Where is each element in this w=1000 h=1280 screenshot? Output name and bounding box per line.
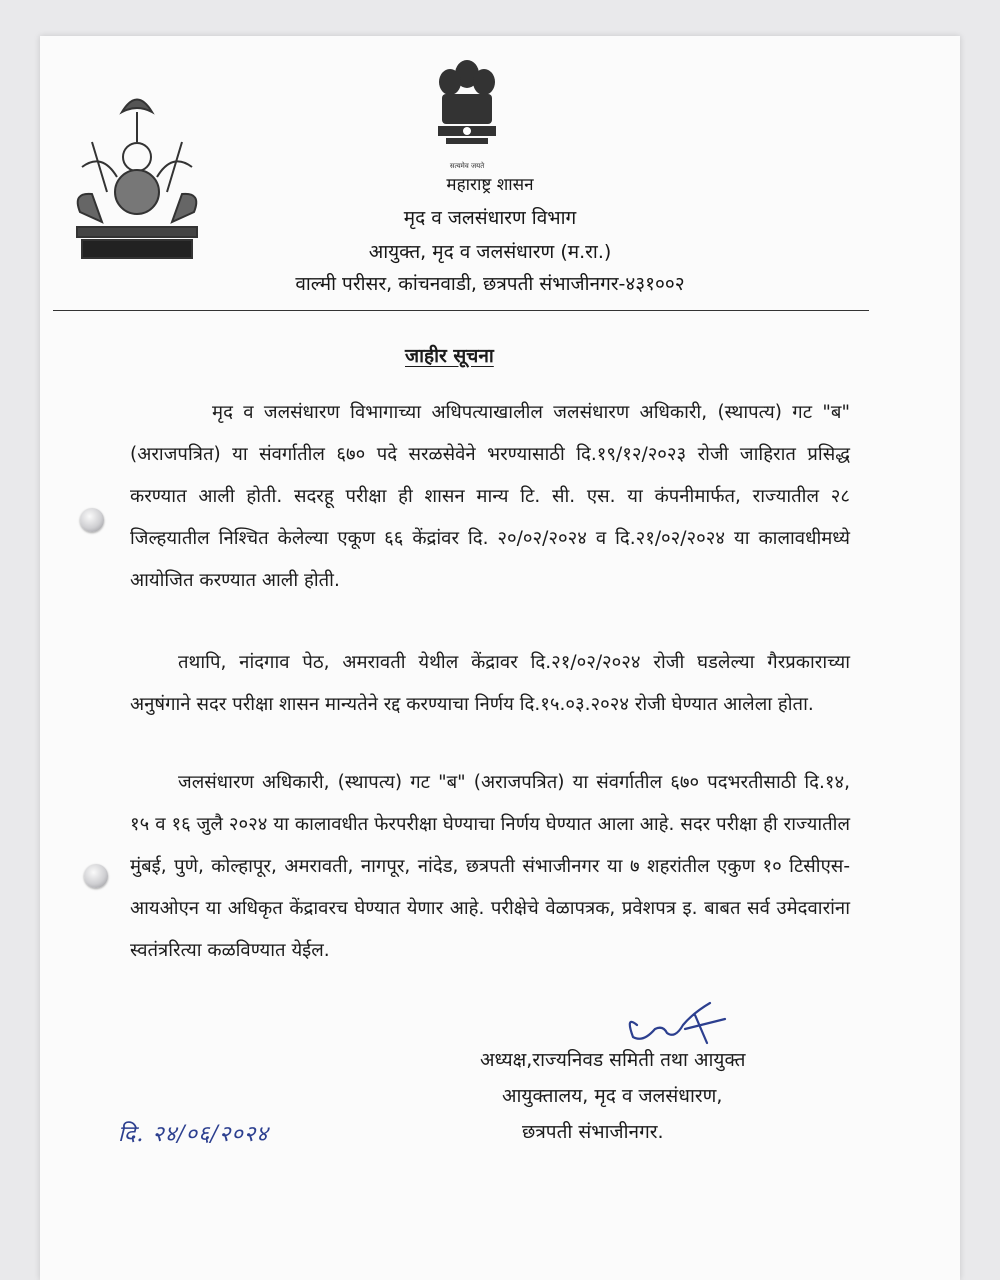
signature-block [480, 1042, 880, 1150]
header-government: महाराष्ट्र शासन [446, 175, 534, 195]
notice-paragraph-1: मृद व जलसंधारण विभागाच्या अधिपत्याखालील जलसंधारण अधिकारी, (स्थापत्य) गट "ब" (अराजपत्रित) या संवर्गातील ६७० पदे सरळसेवेने भरण्यासाठी दि.१९/१२/२०२३ रोजी जाहिरात प्रसिद्ध करण्यात आली होती. सदरहू परीक्षा ही शासन मान्य टि. सी. एस. या कंपनीमार्फत, राज्यातील २८ जिल्हयातील निश्चित केलेल्या एकूण ६६ केंद्रांवर दि. २०/०२/२०२४ व दि.२१/०२/२०२४ या कालावधीमध्ये आयोजित करण्यात आली होती. [130, 402, 850, 591]
header-address: वाल्मी परीसर, कांचनवाडी, छत्रपती संभाजीनगर-४३१००२ [295, 273, 685, 295]
handwritten-date: दि. २४/०६/२०२४ [118, 1122, 269, 1147]
emblem-motto: सत्यमेव जयते [449, 162, 485, 170]
signatory-office: आयुक्तालय, मृद व जलसंधारण, [502, 1085, 723, 1107]
header-department: मृद व जलसंधारण विभाग [403, 207, 577, 229]
signatory-city: छत्रपती संभाजीनगर. [522, 1121, 664, 1143]
notice-title: जाहीर सूचना [405, 345, 494, 367]
signatory-title: अध्यक्ष,राज्यनिवड समिती तथा आयुक्त [480, 1049, 746, 1071]
national-emblem-icon [432, 52, 502, 172]
header-divider [53, 310, 869, 311]
punch-hole [80, 508, 104, 532]
punch-hole [84, 864, 108, 888]
header-commissioner: आयुक्त, मृद व जलसंधारण (म.रा.) [368, 241, 612, 263]
notice-paragraph-2: तथापि, नांदगाव पेठ, अमरावती येथील केंद्रावर दि.२१/०२/२०२४ रोजी घडलेल्या गैरप्रकाराच्या अनुषंगाने सदर परीक्षा शासन मान्यतेने रद्द करण्याचा निर्णय दि.१५.०३.२०२४ रोजी घेण्यात आलेला होता. [130, 652, 850, 715]
notice-paragraph-3: जलसंधारण अधिकारी, (स्थापत्य) गट "ब" (अराजपत्रित) या संवर्गातील ६७० पदभरतीसाठी दि.१४, १५ व १६ जुलै २०२४ या कालावधीत फेरपरीक्षा घेण्याचा निर्णय घेण्यात आला आहे. सदर परीक्षा ही राज्यातील मुंबई, पुणे, कोल्हापूर, अमरावती, नागपूर, नांदेड, छत्रपती संभाजीनगर या ७ शहरांतील एकुण १० टिसीएस-आयओएन या अधिकृत केंद्रावरच घेण्यात येणार आहे. परीक्षेचे वेळापत्रक, प्रवेशपत्र इ. बाबत सर्व उमेदवारांना स्वतंत्ररित्या कळविण्यात येईल. [130, 772, 850, 961]
